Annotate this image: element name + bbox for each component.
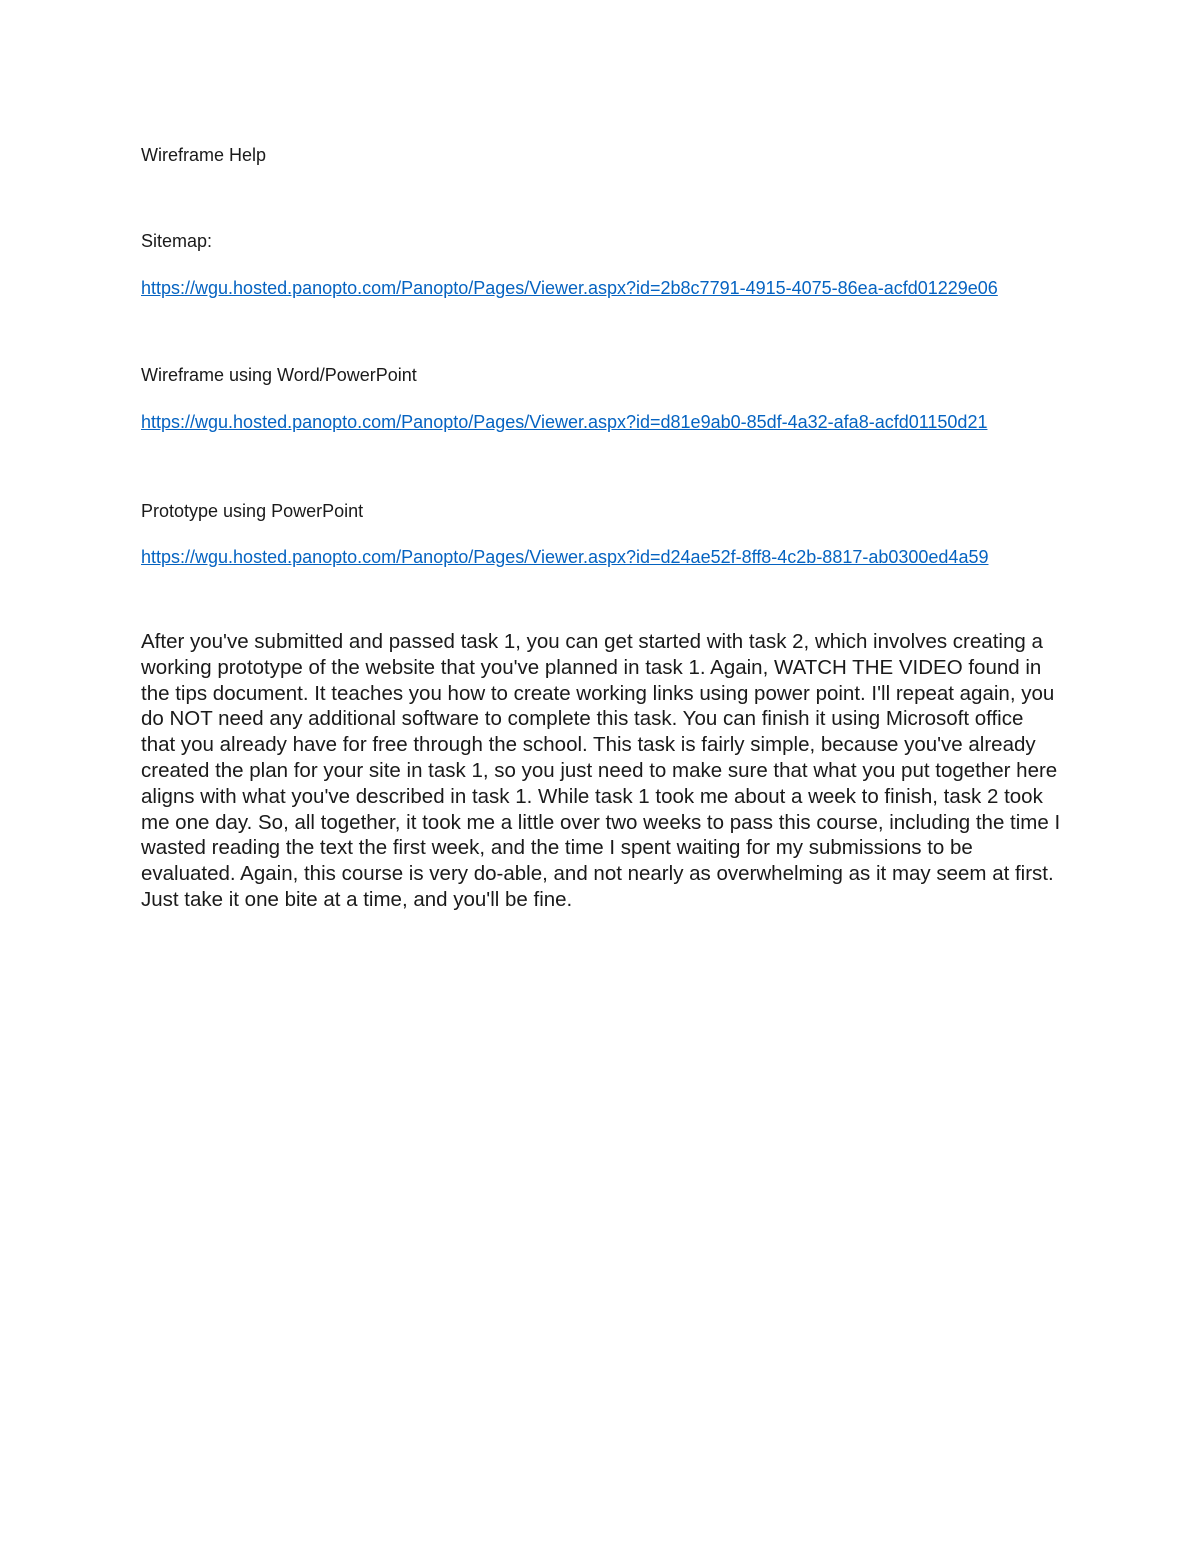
section-sitemap xyxy=(141,228,1061,302)
section-heading-prototype: Prototype using PowerPoint xyxy=(141,501,364,521)
wireframe-video-link[interactable]: https://wgu.hosted.panopto.com/Panopto/Pages/Viewer.aspx?id=d81e9ab0-85df-4a32-afa8-acfd01150d21 xyxy=(141,412,988,432)
section-prototype xyxy=(141,498,1061,571)
document-title: Wireframe Help xyxy=(141,145,267,165)
document-content xyxy=(141,142,1061,913)
body-paragraph: After you've submitted and passed task 1, you can get started with task 2, which involves creating a working prototype of the website that you've planned in task 1. Again, WATCH THE VIDEO found in the tips document. It teaches you how to create working links using power point. I'll repeat again, you do NOT need any additional software to complete this task. You can finish it using Microsoft office that you already have for free through the school. This task is fairly simple, because you've already created the plan for your site in task 1, so you just need to make sure that what you put together here aligns with what you've described in task 1. While task 1 took me about a week to finish, task 2 took me one day. So, all together, it took me a little over two weeks to pass this course, including the time I wasted reading the text the first week, and the time I spent waiting for my submissions to be evaluated. Again, this course is very do-able, and not nearly as overwhelming as it may seem at first. Just take it one bite at a time, and you'll be fine. xyxy=(141,630,1061,911)
sitemap-video-link[interactable]: https://wgu.hosted.panopto.com/Panopto/Pages/Viewer.aspx?id=2b8c7791-4915-4075-86ea-acfd01229e06 xyxy=(141,278,998,298)
prototype-video-link[interactable]: https://wgu.hosted.panopto.com/Panopto/Pages/Viewer.aspx?id=d24ae52f-8ff8-4c2b-8817-ab0300ed4a59 xyxy=(141,547,989,567)
section-heading-sitemap: Sitemap: xyxy=(141,231,213,251)
section-heading-wireframe: Wireframe using Word/PowerPoint xyxy=(141,365,417,385)
section-wireframe xyxy=(141,362,1061,436)
